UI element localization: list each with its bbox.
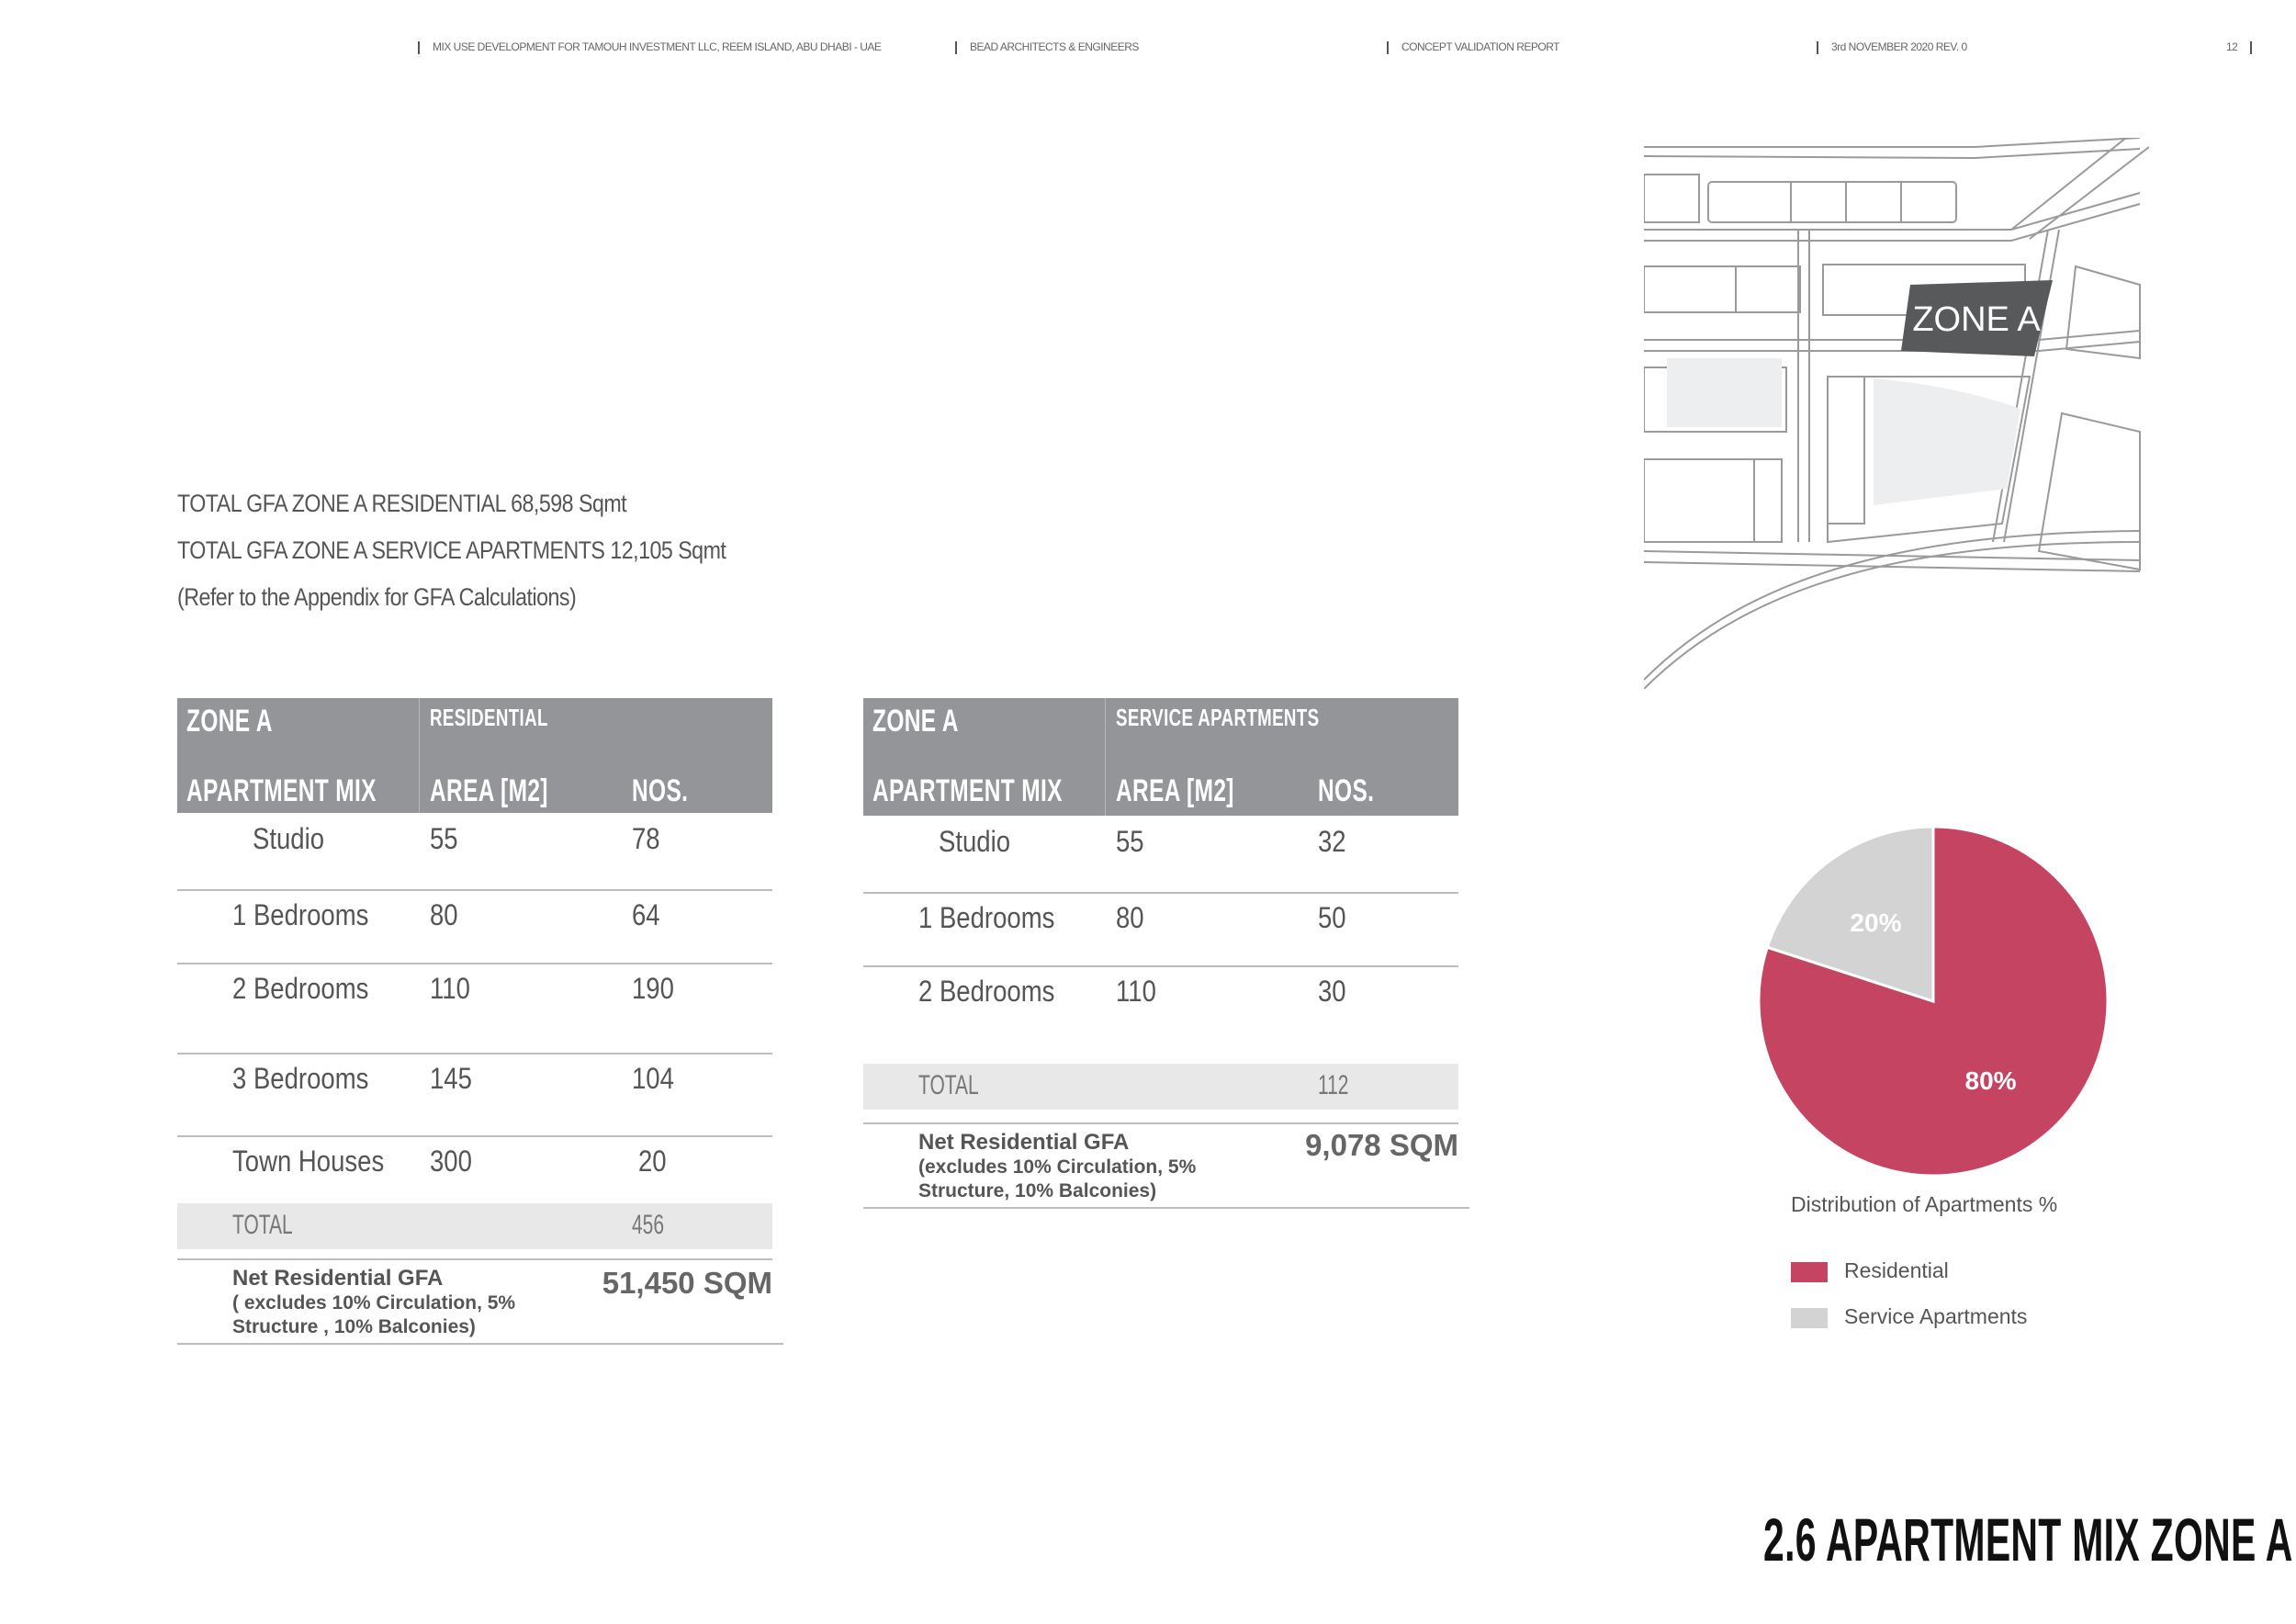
table-row xyxy=(177,1137,772,1203)
header-company: BEAD ARCHITECTS & ENGINEERS xyxy=(955,40,1139,54)
row-nos: 32 xyxy=(1318,825,1346,858)
residential-table-header xyxy=(177,698,772,813)
col-header-nos: NOS. xyxy=(632,773,689,808)
row-nos: 20 xyxy=(638,1145,667,1178)
pie-chart xyxy=(1754,822,2112,1180)
net-gfa-label: Net Residential GFA xyxy=(918,1130,1130,1155)
category-label: RESIDENTIAL xyxy=(430,704,548,731)
row-nos: 78 xyxy=(632,822,660,855)
col-header-area: AREA [M2] xyxy=(430,773,548,808)
total-value: 456 xyxy=(632,1210,665,1240)
table-row xyxy=(863,967,1458,1057)
pie-label-service-apartments: 20% xyxy=(1850,908,1902,937)
row-area: 80 xyxy=(1116,901,1144,934)
col-header-mix: APARTMENT MIX xyxy=(872,773,1063,808)
row-area: 55 xyxy=(1116,825,1144,858)
legend-residential: Residential xyxy=(1791,1258,1949,1283)
table-row xyxy=(863,894,1458,967)
page-title: 2.6 APARTMENT MIX ZONE A xyxy=(1763,1506,2293,1573)
legend-swatch-residential xyxy=(1791,1262,1828,1282)
service-table xyxy=(863,698,1469,1212)
net-gfa-note-2: Structure, 10% Balconies) xyxy=(918,1180,1157,1201)
row-type: 1 Bedrooms xyxy=(918,901,1055,934)
total-value: 112 xyxy=(1318,1070,1349,1100)
total-label: TOTAL xyxy=(232,1210,293,1240)
header-page: 12 xyxy=(2226,40,2252,54)
zone-label: ZONE A xyxy=(872,704,959,739)
total-row xyxy=(863,1064,1458,1110)
table-row xyxy=(177,964,772,1054)
row-nos: 104 xyxy=(632,1062,674,1095)
table-row xyxy=(177,891,772,964)
legend-service: Service Apartments xyxy=(1791,1304,2027,1329)
row-area: 55 xyxy=(430,822,458,855)
row-area: 80 xyxy=(430,898,458,931)
row-area: 300 xyxy=(430,1145,472,1178)
row-type: Studio xyxy=(939,825,1011,858)
row-area: 145 xyxy=(430,1062,472,1095)
table-row xyxy=(863,816,1458,894)
row-nos: 190 xyxy=(632,972,674,1005)
pie-label-residential: 80% xyxy=(1964,1066,2017,1096)
total-label: TOTAL xyxy=(918,1070,979,1100)
gfa-service: TOTAL GFA ZONE A SERVICE APARTMENTS 12,105 Sqmt xyxy=(177,536,726,564)
row-nos: 30 xyxy=(1318,975,1346,1008)
gfa-residential: TOTAL GFA ZONE A RESIDENTIAL 68,598 Sqmt xyxy=(177,490,627,517)
net-gfa-note-1: (excludes 10% Circulation, 5% xyxy=(918,1156,1197,1178)
row-type: Town Houses xyxy=(232,1145,385,1178)
legend-swatch-service xyxy=(1791,1308,1828,1328)
header-project: MIX USE DEVELOPMENT FOR TAMOUH INVESTMENT LLC, REEM ISLAND, ABU DHABI - UAE xyxy=(418,40,881,54)
table-row xyxy=(177,813,772,891)
row-type: 1 Bedrooms xyxy=(232,898,369,931)
table-row xyxy=(177,1054,772,1137)
map-zone-label: ZONE A xyxy=(1912,300,2041,339)
net-gfa-value: 51,450 SQM xyxy=(602,1266,772,1300)
row-area: 110 xyxy=(1116,975,1156,1008)
row-type: Studio xyxy=(253,822,325,855)
col-header-area: AREA [M2] xyxy=(1116,773,1234,808)
zone-label: ZONE A xyxy=(186,704,273,739)
col-header-nos: NOS. xyxy=(1318,773,1375,808)
header-date: 3rd NOVEMBER 2020 REV. 0 xyxy=(1817,40,1967,54)
net-gfa-value: 9,078 SQM xyxy=(1305,1128,1458,1162)
col-header-mix: APARTMENT MIX xyxy=(186,773,377,808)
site-map xyxy=(1644,138,2149,689)
row-type: 2 Bedrooms xyxy=(232,972,369,1005)
category-label: SERVICE APARTMENTS xyxy=(1116,704,1320,731)
net-gfa-note-1: ( excludes 10% Circulation, 5% xyxy=(232,1292,516,1314)
gfa-note: (Refer to the Appendix for GFA Calculations) xyxy=(177,583,577,611)
row-type: 2 Bedrooms xyxy=(918,975,1055,1008)
chart-label: Distribution of Apartments % xyxy=(1791,1192,2058,1216)
row-nos: 64 xyxy=(632,898,660,931)
net-gfa-note-2: Structure , 10% Balconies) xyxy=(232,1316,476,1337)
net-gfa-label: Net Residential GFA xyxy=(232,1266,444,1291)
row-type: 3 Bedrooms xyxy=(232,1062,369,1095)
total-row xyxy=(177,1203,772,1249)
row-nos: 50 xyxy=(1318,901,1346,934)
header-report: CONCEPT VALIDATION REPORT xyxy=(1387,40,1559,54)
residential-table xyxy=(177,698,783,1350)
row-area: 110 xyxy=(430,972,470,1005)
service-table-header xyxy=(863,698,1458,816)
